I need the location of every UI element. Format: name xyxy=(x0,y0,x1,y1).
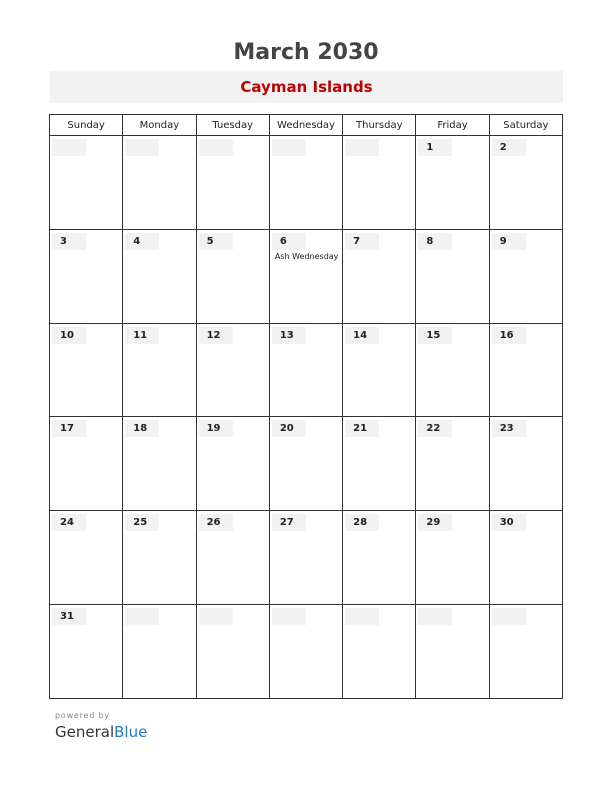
day-number: 6 xyxy=(272,233,306,250)
day-number xyxy=(199,139,233,156)
day-cell xyxy=(343,511,416,605)
brand-blue-text: Blue xyxy=(114,723,148,741)
week-row xyxy=(50,511,563,605)
day-number: 2 xyxy=(492,139,526,156)
brand-logo xyxy=(55,723,147,741)
day-number: 16 xyxy=(492,327,526,344)
day-number xyxy=(199,608,233,625)
week-row xyxy=(50,136,563,230)
weekday-tuesday: Tuesday xyxy=(196,115,269,136)
day-number xyxy=(272,608,306,625)
subtitle-bar xyxy=(50,71,563,103)
day-cell xyxy=(196,136,269,230)
day-cell xyxy=(416,229,489,323)
day-cell xyxy=(269,417,342,511)
day-number: 8 xyxy=(418,233,452,250)
country-subtitle: Cayman Islands xyxy=(240,78,373,96)
day-cell xyxy=(489,323,562,417)
day-cell xyxy=(416,511,489,605)
day-number xyxy=(418,608,452,625)
day-number: 26 xyxy=(199,514,233,531)
week-row xyxy=(50,605,563,699)
day-cell xyxy=(269,605,342,699)
day-number: 12 xyxy=(199,327,233,344)
day-cell xyxy=(489,229,562,323)
day-cell xyxy=(416,605,489,699)
day-number: 29 xyxy=(418,514,452,531)
day-cell xyxy=(343,605,416,699)
day-cell xyxy=(489,136,562,230)
day-number: 1 xyxy=(418,139,452,156)
day-cell xyxy=(196,605,269,699)
calendar-grid xyxy=(49,114,563,699)
day-number: 14 xyxy=(345,327,379,344)
day-number: 3 xyxy=(52,233,86,250)
weekday-saturday: Saturday xyxy=(489,115,562,136)
weekday-thursday: Thursday xyxy=(343,115,416,136)
day-number: 10 xyxy=(52,327,86,344)
day-number: 7 xyxy=(345,233,379,250)
brand-general-text: General xyxy=(55,723,115,741)
day-number: 22 xyxy=(418,420,452,437)
day-cell xyxy=(269,511,342,605)
day-number: 28 xyxy=(345,514,379,531)
day-number: 24 xyxy=(52,514,86,531)
day-cell xyxy=(123,511,196,605)
weekday-wednesday: Wednesday xyxy=(269,115,342,136)
day-number xyxy=(492,608,526,625)
weekday-friday: Friday xyxy=(416,115,489,136)
day-number: 4 xyxy=(125,233,159,250)
day-cell xyxy=(123,136,196,230)
day-cell xyxy=(343,323,416,417)
day-cell xyxy=(489,605,562,699)
day-cell xyxy=(269,136,342,230)
day-number: 15 xyxy=(418,327,452,344)
weekday-sunday: Sunday xyxy=(50,115,123,136)
day-cell xyxy=(196,417,269,511)
day-cell xyxy=(196,511,269,605)
week-row xyxy=(50,323,563,417)
day-cell xyxy=(416,323,489,417)
day-number: 9 xyxy=(492,233,526,250)
week-row xyxy=(50,417,563,511)
powered-by-text: powered by xyxy=(55,711,110,720)
weekday-monday: Monday xyxy=(123,115,196,136)
day-cell xyxy=(269,323,342,417)
day-cell xyxy=(50,417,123,511)
day-number: 5 xyxy=(199,233,233,250)
day-number: 21 xyxy=(345,420,379,437)
day-number xyxy=(272,139,306,156)
day-cell xyxy=(343,417,416,511)
day-cell xyxy=(123,417,196,511)
day-number: 19 xyxy=(199,420,233,437)
day-cell xyxy=(416,136,489,230)
day-number xyxy=(345,139,379,156)
day-number: 31 xyxy=(52,608,86,625)
day-cell xyxy=(50,136,123,230)
day-cell xyxy=(196,229,269,323)
day-cell xyxy=(416,417,489,511)
day-number: 13 xyxy=(272,327,306,344)
day-cell xyxy=(343,229,416,323)
day-number: 17 xyxy=(52,420,86,437)
day-cell xyxy=(50,605,123,699)
day-number xyxy=(52,139,86,156)
day-cell xyxy=(489,511,562,605)
week-row xyxy=(50,229,563,323)
day-cell xyxy=(123,605,196,699)
day-cell xyxy=(50,229,123,323)
day-cell xyxy=(489,417,562,511)
weekday-header-row xyxy=(50,115,563,136)
day-cell xyxy=(123,229,196,323)
day-number: 25 xyxy=(125,514,159,531)
day-cell xyxy=(196,323,269,417)
day-cell xyxy=(50,511,123,605)
day-number: 11 xyxy=(125,327,159,344)
day-number: 18 xyxy=(125,420,159,437)
day-cell xyxy=(123,323,196,417)
day-number xyxy=(345,608,379,625)
day-number xyxy=(125,139,159,156)
footer-branding xyxy=(55,711,147,741)
page-title: March 2030 xyxy=(233,40,379,65)
day-cell xyxy=(269,229,342,323)
holiday-label: Ash Wednesday xyxy=(274,251,339,261)
day-number: 23 xyxy=(492,420,526,437)
day-cell xyxy=(50,323,123,417)
day-cell xyxy=(343,136,416,230)
day-number: 27 xyxy=(272,514,306,531)
day-number: 20 xyxy=(272,420,306,437)
day-number: 30 xyxy=(492,514,526,531)
day-number xyxy=(125,608,159,625)
